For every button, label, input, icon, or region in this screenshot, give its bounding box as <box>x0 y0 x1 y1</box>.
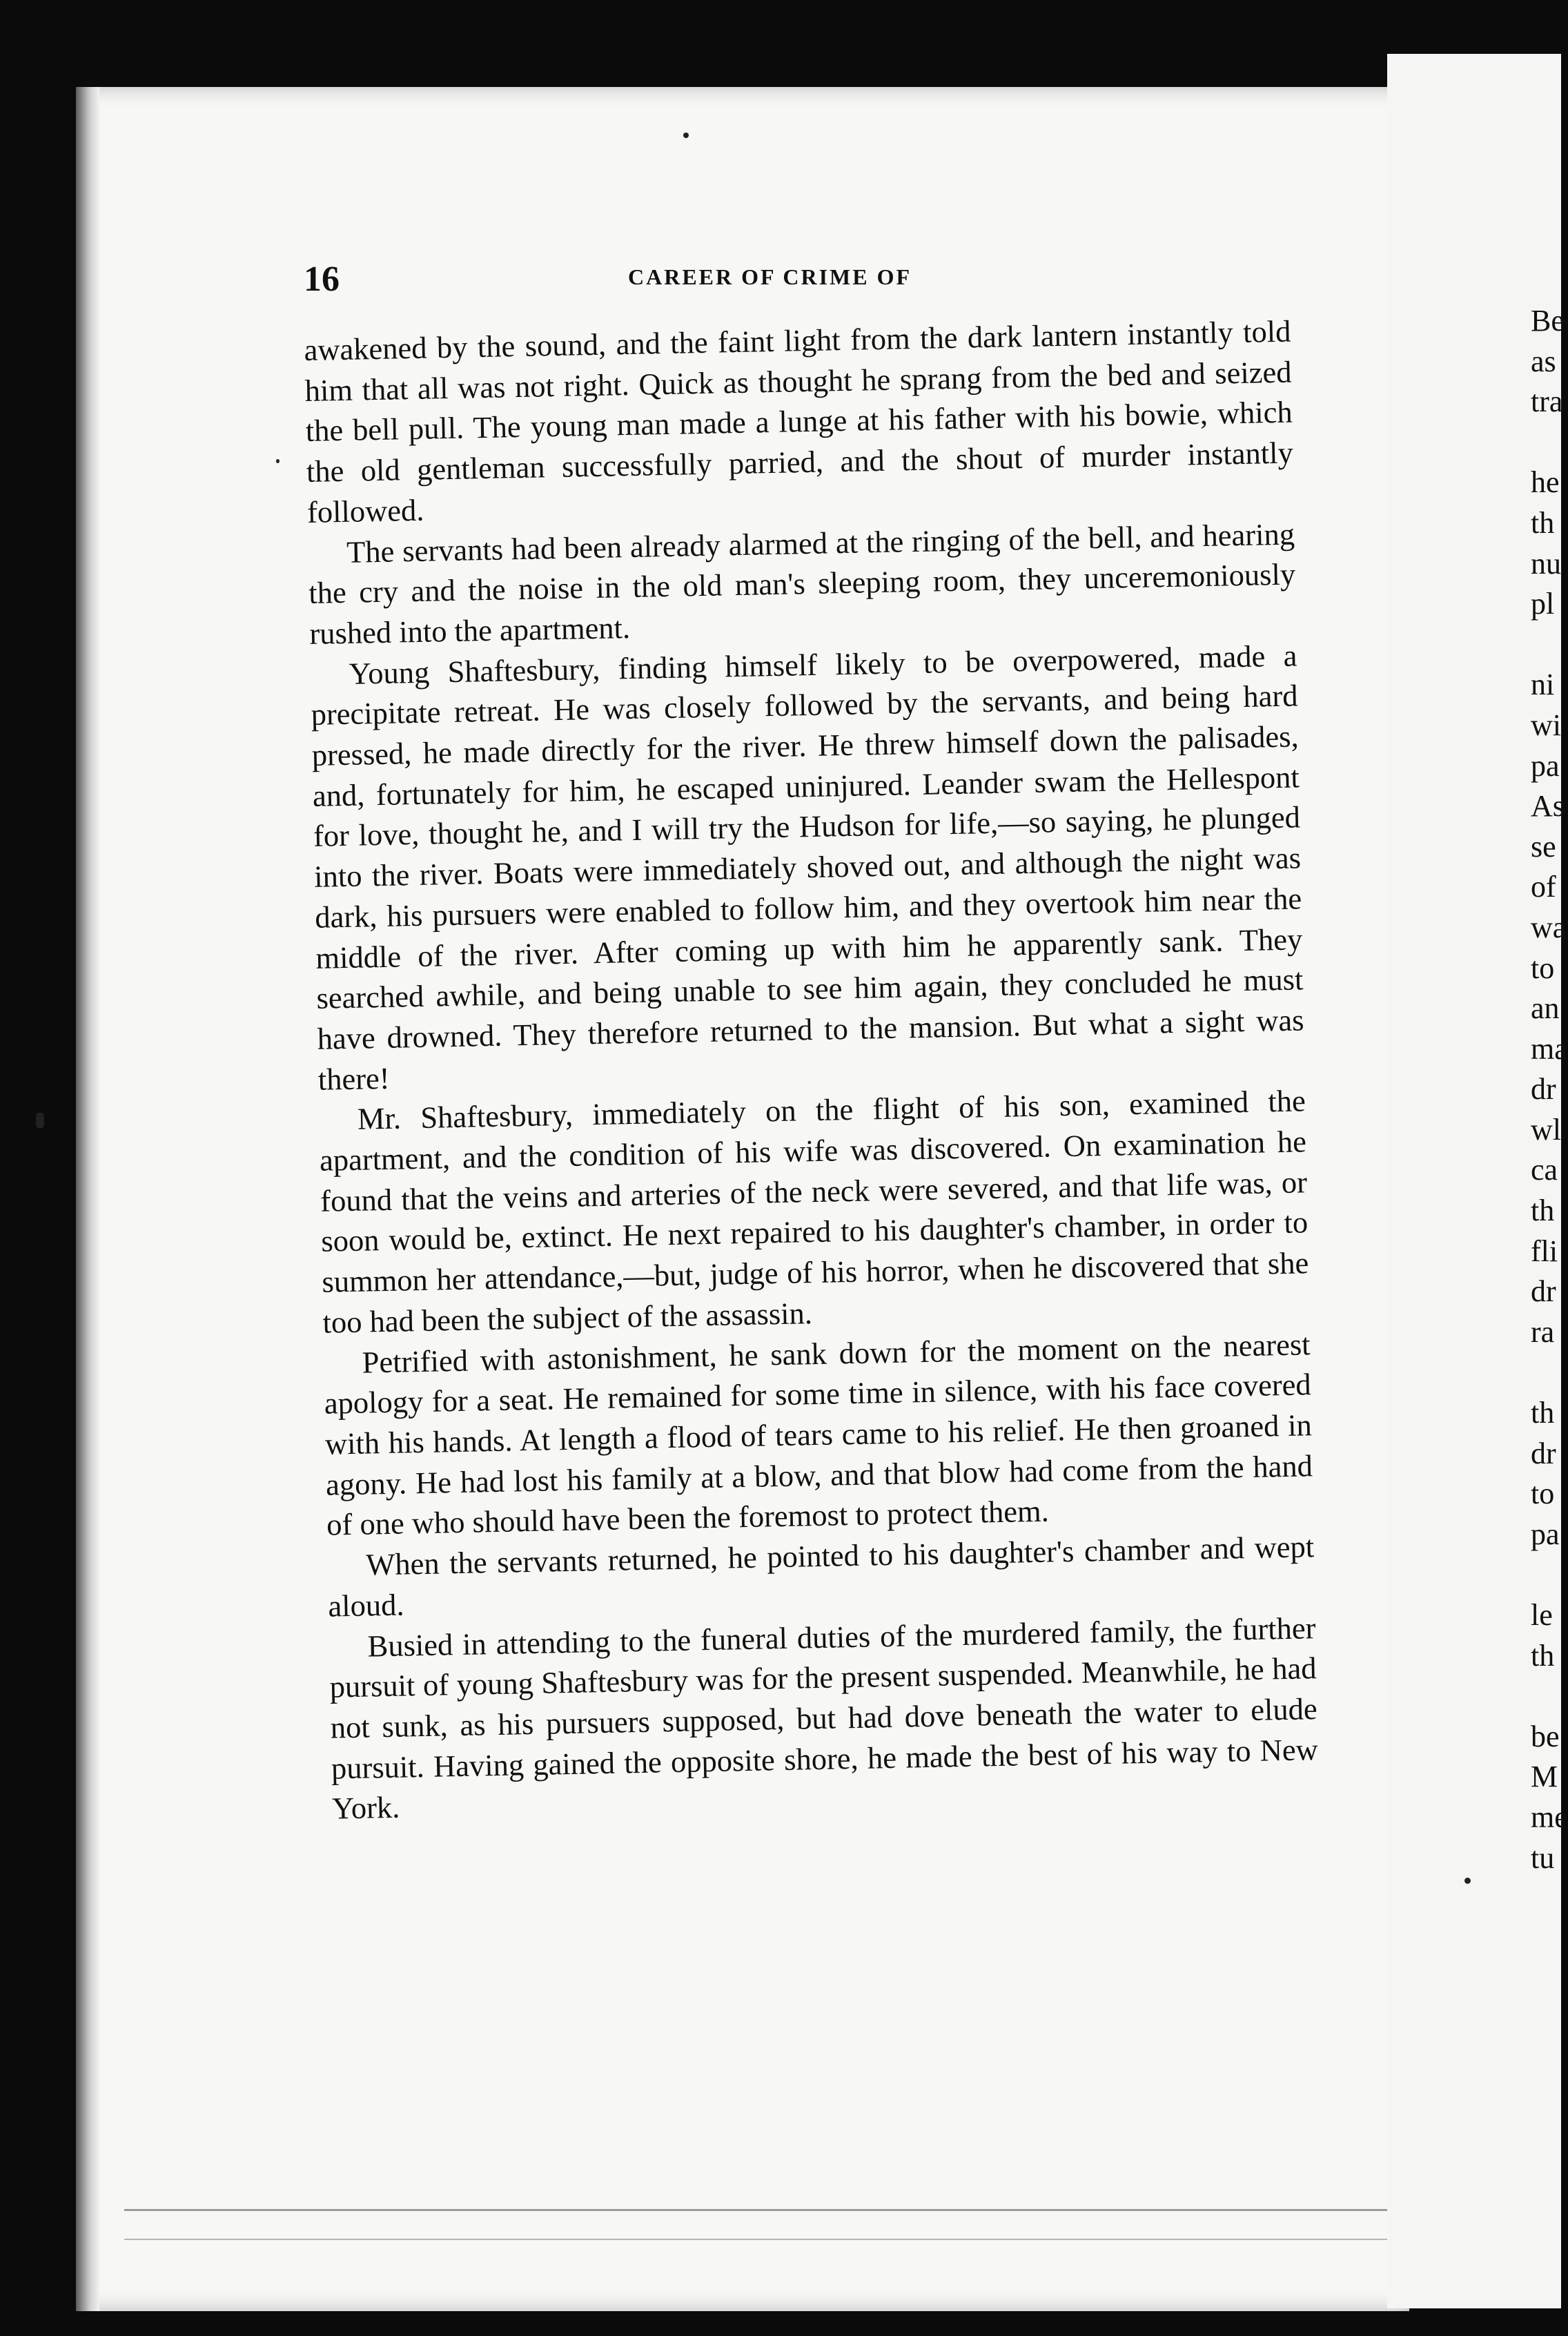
facing-page-fragment: Be <box>1531 304 1565 338</box>
facing-page-fragment <box>1531 422 1561 463</box>
paragraph-5: Petrified with astonishment, he sank down for the moment on the nearest apology for a seat. He remained for some time in silence, with his face covered with his hands. At length a flood of tears came to his relief. He then groaned in agony. He had lost his family at a blow, and that blow had come from the hand of one who should have been the foremost to protect them. <box>324 1326 1313 1543</box>
facing-page-text-fragments <box>1531 301 1568 1878</box>
page-binding-edge <box>76 87 99 2311</box>
facing-page-fragment: dr <box>1531 1072 1556 1107</box>
facing-page-fragment: an <box>1531 991 1560 1026</box>
facing-page-fragment: of <box>1531 870 1556 904</box>
page-bottom-rule <box>124 2209 1394 2240</box>
facing-page-fragment: nu <box>1531 546 1561 581</box>
facing-page-fragment: th <box>1531 1194 1555 1228</box>
facing-page-fragment: th <box>1531 505 1555 540</box>
facing-page-fragment: pl <box>1531 587 1555 621</box>
facing-page-fragment: to <box>1531 1477 1555 1511</box>
paragraph-6: When the servants returned, he pointed to his daughter's chamber and wept aloud. <box>328 1529 1315 1624</box>
facing-page-fragment <box>1531 625 1561 665</box>
paragraph-3: Young Shaftesbury, finding himself likely to be overpowered, made a precipitate retreat. He was closely followed by the servants, and being hard pressed, he made directly for the river. He threw himself down the palisades, and, fortunately for him, he escaped uninjured. Leander swam the Hellespont for love, thought he, and I will try the Hudson for life,—so saying, he plunged into the river. Boats were immediately shoved out, and although the night was dark, his pursuers were enabled to follow him, and they overtook him near the middle of the river. After coming up with him he apparently sank. They searched awhile, and being unable to see him again, they concluded he must have drowned. They therefore returned to the mansion. But what a sight was there! <box>311 638 1304 1097</box>
facing-page-fragment: to <box>1531 951 1555 985</box>
facing-page-fragment: le <box>1531 1598 1553 1632</box>
facing-page-fragment: ma <box>1531 1031 1568 1066</box>
facing-page-fragment: wa <box>1531 910 1567 944</box>
facing-page-fragment: th <box>1531 1638 1555 1673</box>
facing-page-fragment: As <box>1531 789 1565 824</box>
facing-page-fragment: ni <box>1531 668 1555 702</box>
facing-page-fragment: pa <box>1531 1517 1560 1551</box>
facing-page-fragment: me <box>1531 1800 1568 1834</box>
facing-page-fragment: th <box>1531 1396 1555 1430</box>
page-number: 16 <box>304 260 340 299</box>
body-text <box>304 311 1319 1829</box>
ink-speck <box>1464 1878 1471 1884</box>
facing-page-fragment: M <box>1531 1760 1558 1794</box>
facing-page-fragment: tu <box>1531 1840 1555 1875</box>
paragraph-7: Busied in attending to the funeral duties of the murdered family, the further pursuit of young Shaftesbury was for the present suspended. Meanwhile, he had not sunk, as his pursuers supposed, but had dove beneath the water to elude pursuit. Having gained the opposite shore, he made the best of his way to New York. <box>329 1610 1319 1826</box>
facing-page-fragment: wl <box>1531 1112 1561 1147</box>
facing-page-fragment <box>1531 1352 1561 1393</box>
facing-page-fragment: ca <box>1531 1153 1558 1187</box>
facing-page-fragment: tra <box>1531 385 1563 419</box>
page-header <box>304 259 1284 314</box>
facing-page-fragment: pa <box>1531 748 1560 783</box>
facing-page-fragment: dr <box>1531 1436 1556 1470</box>
facing-page-fragment: fli <box>1531 1234 1558 1268</box>
ink-speck <box>683 133 689 138</box>
paragraph-4: Mr. Shaftesbury, immediately on the flight of his son, examined the apartment, and the condition of his wife was discovered. On examination he found that the veins and arteries of the neck were severed, and that life was, or soon would be, extinct. He next repaired to his daughter's chamber, in order to summon her attendance,—but, judge of his horror, when he discovered that she too had been the subject of the assassin. <box>319 1083 1309 1340</box>
paragraph-2: The servants had been already alarmed at the ringing of the bell, and hearing the cry and the noise in the old man's sleeping room, they unceremoniously rushed into the apartment. <box>308 516 1296 651</box>
facing-page-fragment: be <box>1531 1719 1560 1753</box>
facing-page-fragment: he <box>1531 465 1560 500</box>
facing-page-fragment: ra <box>1531 1314 1555 1349</box>
paragraph-1: awakened by the sound, and the faint light from the dark lantern instantly told him that all was not right. Quick as thought he sprang from the bed and seized the bell pull. The young man made a lunge at his father with his bowie, which the old gentleman successfully parried, and the shout of murder instantly followed. <box>304 313 1294 529</box>
facing-page-fragment: as <box>1531 344 1556 378</box>
facing-page-fragment: wi <box>1531 708 1561 742</box>
running-head: CAREER OF CRIME OF <box>628 264 912 289</box>
facing-page-fragment <box>1531 1555 1561 1595</box>
facing-page-fragment: dr <box>1531 1274 1556 1309</box>
ink-speck <box>36 1113 44 1128</box>
ink-speck <box>276 459 280 463</box>
facing-page-fragment: se <box>1531 829 1556 864</box>
facing-page-fragment <box>1531 1676 1561 1717</box>
